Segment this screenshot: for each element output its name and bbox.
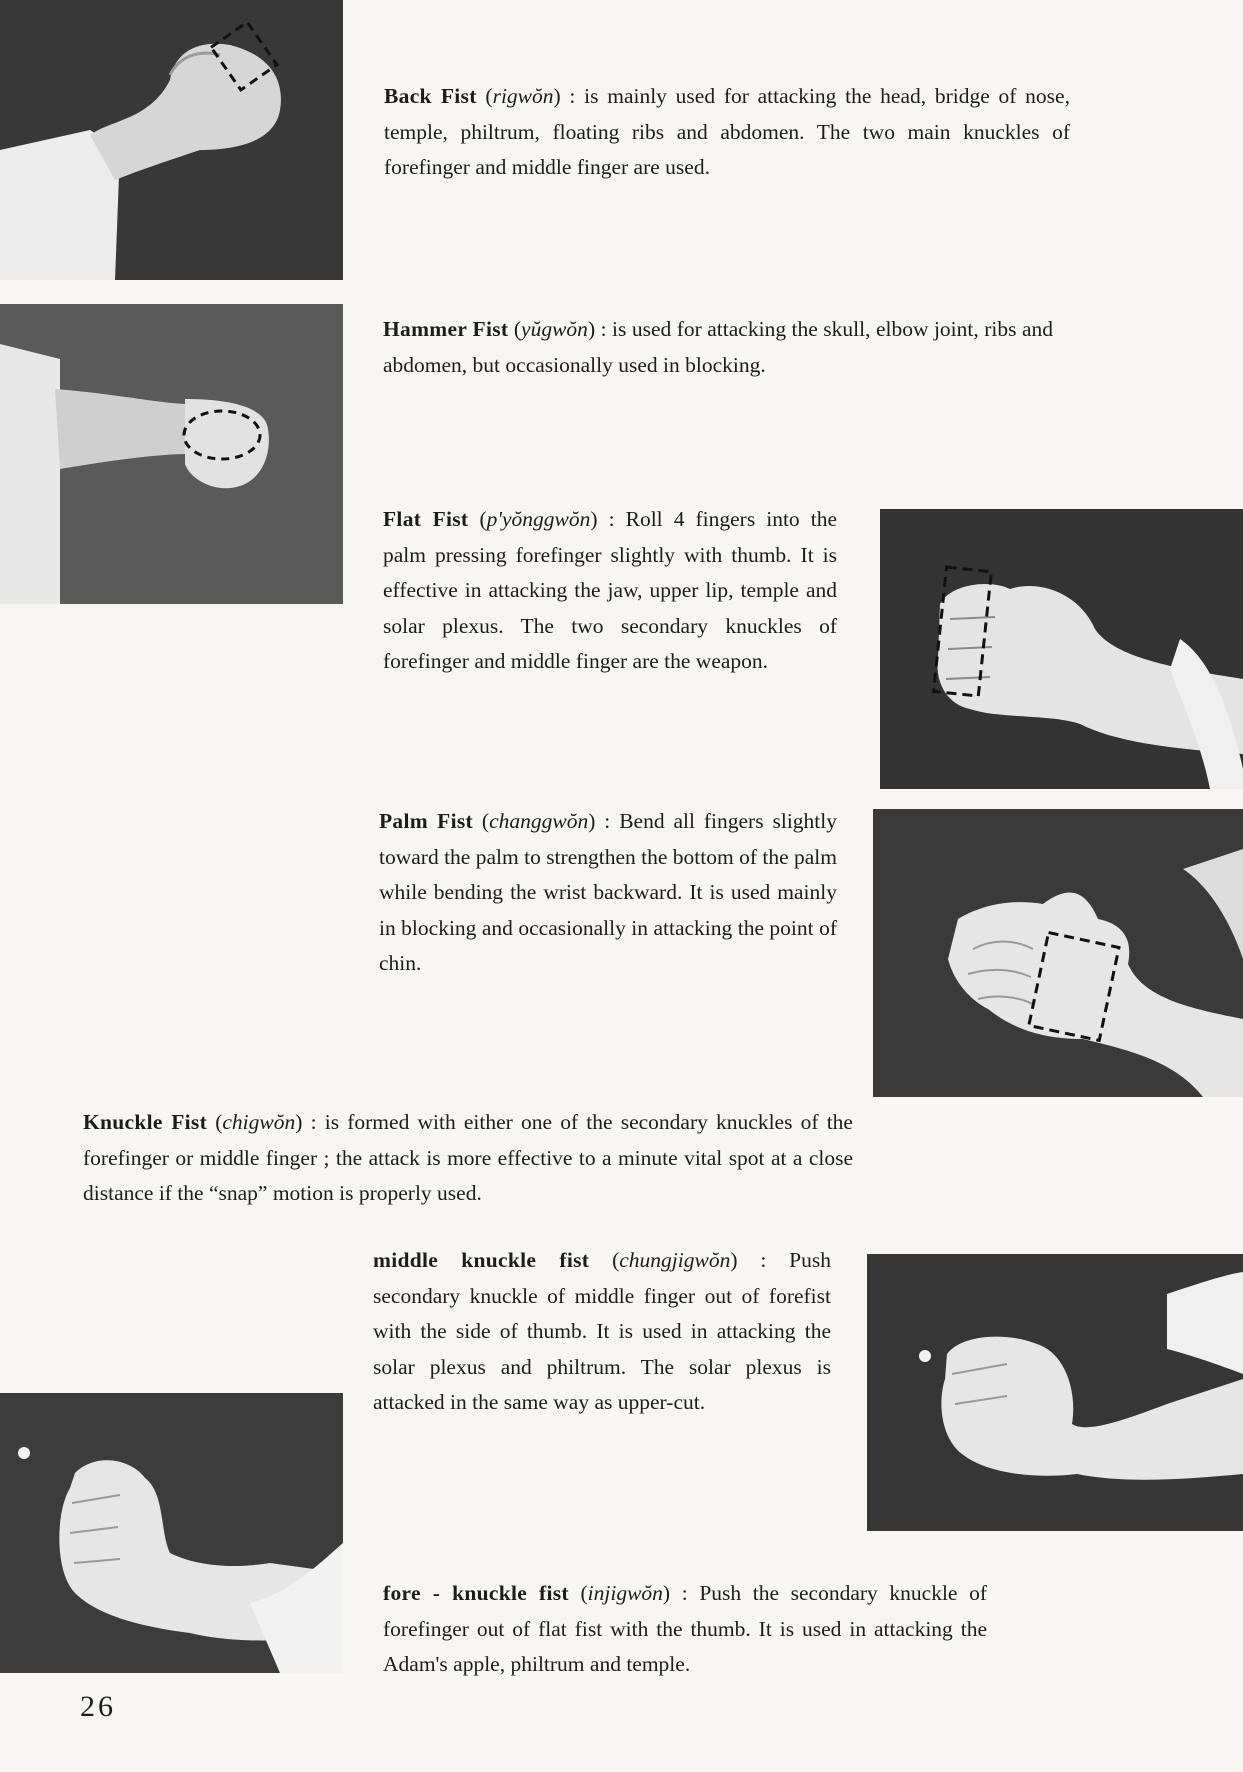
entry-romanization: yŭgwŏn <box>521 317 588 341</box>
page-number: 26 <box>80 1690 116 1723</box>
entry-term: Hammer Fist <box>383 317 509 341</box>
entry-body: is mainly used for attacking the head, bridge of nose, temple, philtrum, floating ribs and abdomen. The two main knuckles of forefinger and middle finger are used. <box>384 84 1070 179</box>
entry-romanization: p'yŏnggwŏn <box>486 507 591 531</box>
entry-term: Knuckle Fist <box>83 1110 208 1134</box>
back-fist-illustration <box>0 0 343 280</box>
hammer-fist-illustration <box>0 304 343 604</box>
entry-fore-knuckle-fist: fore - knuckle fist (injigwŏn) : Push the secondary knuckle of forefinger out of flat fist with the thumb. It is used in attacking the Adam's apple, philtrum and temple. <box>383 1581 987 1676</box>
entry-romanization: injigwŏn <box>587 1581 663 1605</box>
entry-body: Bend all fingers slightly toward the palm to strengthen the bottom of the palm while bending the wrist backward. It is used mainly in blocking and occasionally in attacking the point of chin. <box>379 809 838 975</box>
entry-flat-fist: Flat Fist (p'yŏnggwŏn) : Roll 4 fingers into the palm pressing forefinger slightly with thumb. It is effective in attacking the jaw, upper lip, temple and solar plexus. The two secondary knuckles of forefinger and middle finger are the weapon. <box>383 507 837 673</box>
fore-knuckle-fist-photo <box>0 1393 343 1673</box>
back-fist-photo <box>0 0 343 280</box>
entry-term: Back Fist <box>384 84 477 108</box>
entry-separator: : <box>737 1248 790 1272</box>
entry-hammer-fist: Hammer Fist (yŭgwŏn) : is used for attacking the skull, elbow joint, ribs and abdomen, but occasionally used in blocking. <box>383 317 1053 377</box>
fore-knuckle-fist-illustration <box>0 1393 343 1673</box>
middle-knuckle-fist-illustration <box>867 1254 1243 1531</box>
entry-knuckle-fist: Knuckle Fist (chigwŏn) : is formed with either one of the secondary knuckles of the forefinger or middle finger ; the attack is more effective to a minute vital spot at a close distance if the “snap” motion is properly used. <box>83 1110 853 1205</box>
flat-fist-illustration <box>880 509 1243 789</box>
palm-fist-photo <box>873 809 1243 1097</box>
palm-fist-illustration <box>873 809 1243 1097</box>
hammer-fist-photo <box>0 304 343 604</box>
entry-middle-knuckle-fist: middle knuckle fist (chungjigwŏn) : Push secondary knuckle of middle finger out of forefist with the side of thumb. It is used in attacking the solar plexus and philtrum. The solar plexus is attacked in the same way as upper-cut. <box>373 1248 831 1414</box>
entry-romanization: chigwŏn <box>222 1110 296 1134</box>
entry-body: Push the secondary knuckle of forefinger out of flat fist with the thumb. It is used in attacking the Adam's apple, philtrum and temple. <box>383 1581 987 1676</box>
entry-term: fore - knuckle fist <box>383 1581 569 1605</box>
entry-separator: : <box>597 507 626 531</box>
entry-romanization: chungjigwŏn <box>619 1248 731 1272</box>
entry-separator: : <box>560 84 585 108</box>
entry-body: is formed with either one of the secondary knuckles of the forefinger or middle finger ; the attack is more effective to a minute vital spot at a close distance if the “snap” motion is properly used. <box>83 1110 853 1205</box>
entry-separator: : <box>302 1110 325 1134</box>
entry-separator: : <box>595 317 613 341</box>
entry-romanization: rigwŏn <box>492 84 554 108</box>
middle-knuckle-fist-photo <box>867 1254 1243 1531</box>
entry-term: Flat Fist <box>383 507 469 531</box>
entry-body: is used for attacking the skull, elbow joint, ribs and abdomen, but occasionally used in blocking. <box>383 317 1053 377</box>
entry-separator: : <box>670 1581 700 1605</box>
entry-romanization: changgwŏn <box>489 809 589 833</box>
entry-body: Push secondary knuckle of middle finger out of forefist with the side of thumb. It is used in attacking the solar plexus and philtrum. The solar plexus is attacked in the same way as upper-cut. <box>373 1248 831 1414</box>
entry-back-fist: Back Fist (rigwŏn) : is mainly used for attacking the head, bridge of nose, temple, philtrum, floating ribs and abdomen. The two main knuckles of forefinger and middle finger are used. <box>384 84 1070 179</box>
entry-body: Roll 4 fingers into the palm pressing forefinger slightly with thumb. It is effective in attacking the jaw, upper lip, temple and solar plexus. The two secondary knuckles of forefinger and middle finger are the weapon. <box>383 507 837 673</box>
flat-fist-photo <box>880 509 1243 789</box>
entry-term: middle knuckle fist <box>373 1248 590 1272</box>
entry-palm-fist: Palm Fist (changgwŏn) : Bend all fingers slightly toward the palm to strengthen the bottom of the palm while bending the wrist backward. It is used mainly in blocking and occasionally in attacking the point of chin. <box>379 809 838 975</box>
entry-term: Palm Fist <box>379 809 474 833</box>
entry-separator: : <box>595 809 620 833</box>
